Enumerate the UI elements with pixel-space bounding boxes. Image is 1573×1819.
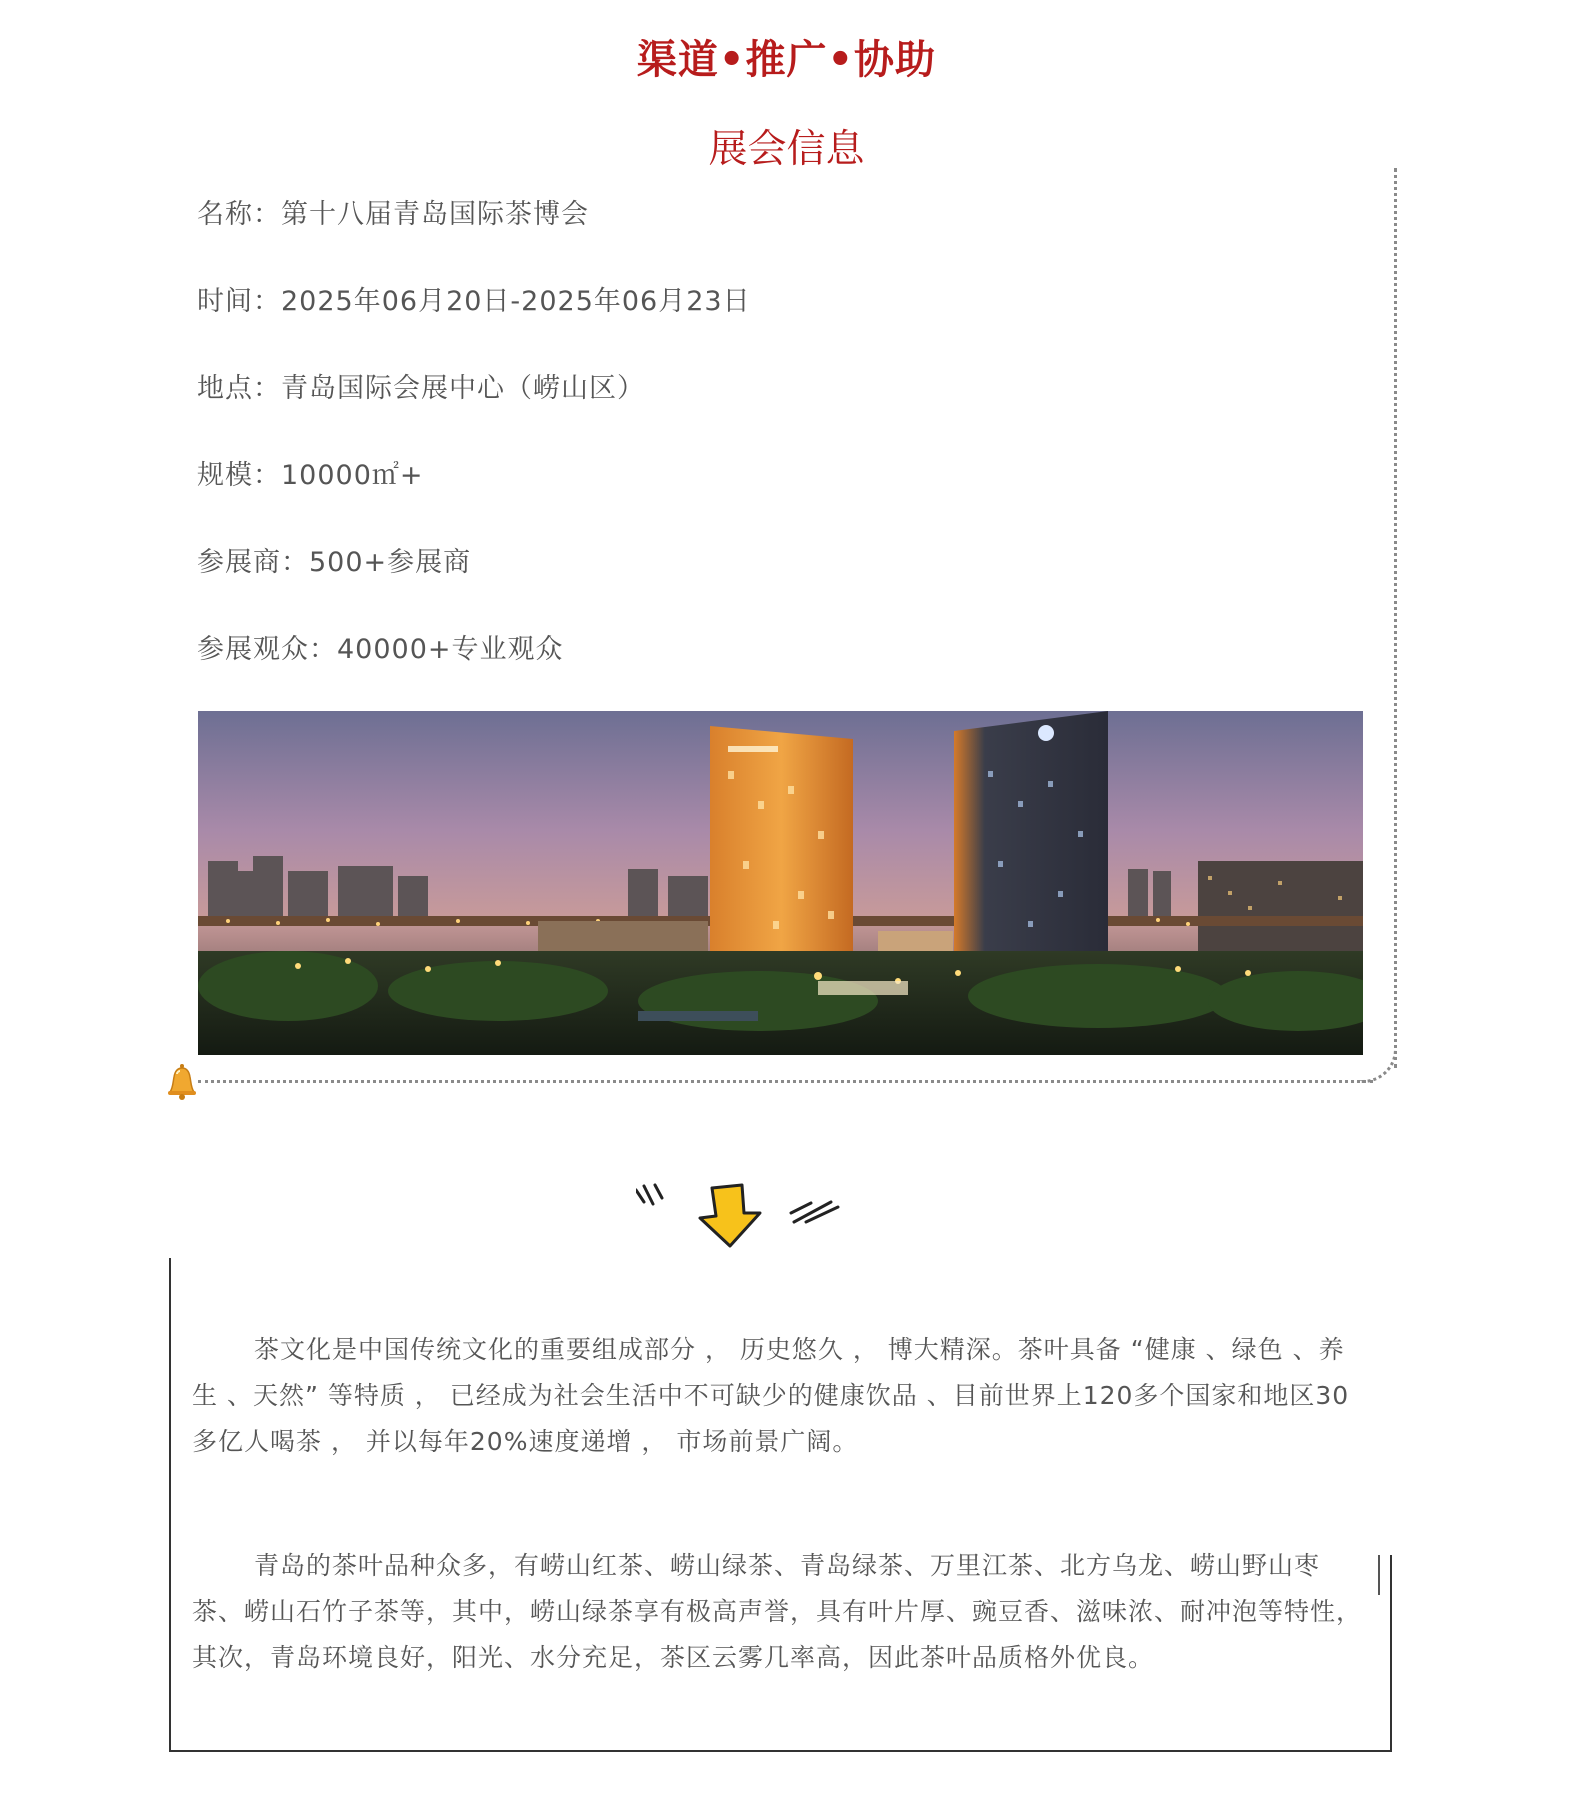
main-title: 渠道•推广•协助: [636, 37, 937, 83]
article-paragraph-qingdao-tea: 青岛的茶叶品种众多，有崂山红茶、崂山绿茶、青岛绿茶、万里江茶、北方乌龙、崂山野山枣茶、崂山石竹子茶等，其中，崂山绿茶享有极高声誉，具有叶片厚、豌豆香、滋味浓、耐冲泡等特性，其次，青岛环境良好，阳光、水分充足，茶区云雾几率高，因此茶叶品质格外优良。: [192, 1551, 1363, 1672]
dotted-frame-right: [1394, 168, 1397, 1068]
down-arrow-icon: [636, 1180, 846, 1250]
info-row-time: 时间：2025年06月20日-2025年06月23日: [197, 286, 751, 317]
exhibition-venue-photo: [198, 711, 1363, 1055]
box-border-right: [1390, 1555, 1392, 1752]
dotted-frame-bottom: [198, 1080, 1373, 1083]
exhibition-info-list: [197, 192, 751, 714]
dotted-frame-corner: [1360, 1045, 1397, 1083]
info-row-name: 名称：第十八届青岛国际茶博会: [197, 199, 589, 230]
box-border-bottom: [169, 1750, 1392, 1752]
info-row-scale: 规模：10000㎡+: [197, 460, 424, 491]
section-title: 展会信息: [708, 127, 865, 172]
info-row-visitors: 参展观众：40000+专业观众: [197, 634, 564, 665]
info-row-location: 地点：青岛国际会展中心（崂山区）: [197, 373, 645, 404]
article-paragraph-tea-culture: 茶文化是中国传统文化的重要组成部分 ， 历史悠久 ， 博大精深。茶叶具备 “健康 、绿色 、养生 、天然” 等特质 ， 已经成为社会生活中不可缺少的健康饮品 、目前世界上120多个国家和地区30多亿人喝茶 ， 并以每年20%速度递增 ， 市场前景广阔。: [192, 1335, 1350, 1456]
box-border-left: [169, 1258, 171, 1751]
box-border-accent: [1378, 1555, 1380, 1595]
info-row-exhibitors: 参展商：500+参展商: [197, 547, 472, 578]
bell-icon: [162, 1061, 202, 1101]
